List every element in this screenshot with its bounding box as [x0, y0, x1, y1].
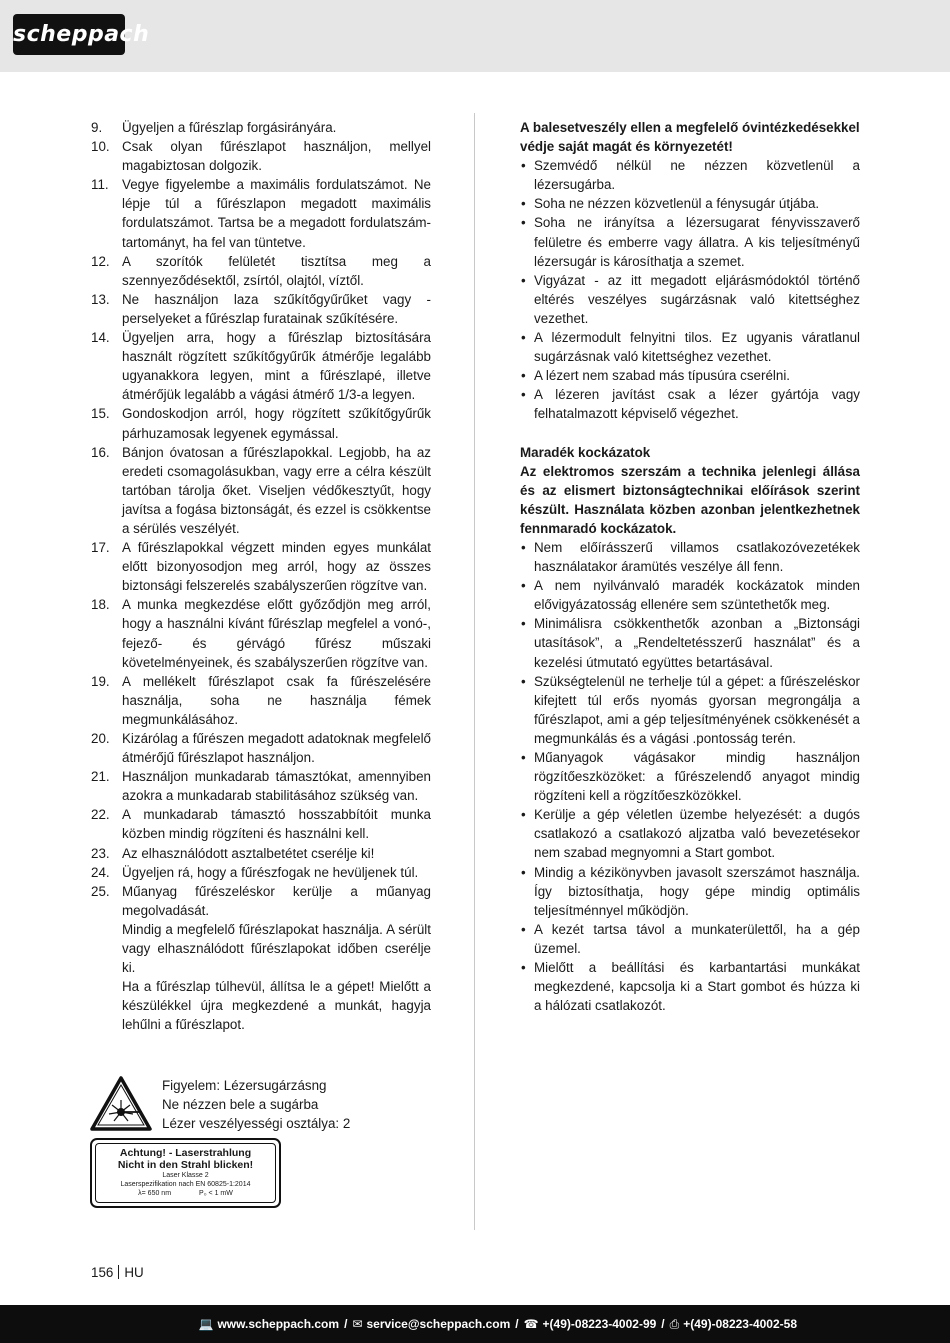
- footer-website-link[interactable]: www.scheppach.com: [217, 1317, 340, 1331]
- right-column: [520, 118, 860, 1015]
- list-item-text: Használjon munkadarab támasztókat, amennyiben azokra a munkadarab stabilitásához szükség van.: [122, 769, 431, 804]
- laser-line-2: Ne nézzen bele a sugárba: [162, 1097, 319, 1113]
- footer-separator: /: [515, 1317, 519, 1331]
- list-item-number: 22.: [91, 807, 110, 823]
- footer-email-link[interactable]: service@scheppach.com: [366, 1317, 511, 1331]
- laser-label-class: Laser Klasse 2: [162, 1172, 209, 1179]
- footer-contact-bar: [0, 1305, 950, 1343]
- laser-label-spec: Laserspezifikation nach EN 60825-1:2014: [120, 1181, 251, 1188]
- list-item: [91, 252, 431, 290]
- laser-line-1: Figyelem: Lézersugárzásng: [162, 1078, 327, 1093]
- list-item: [91, 328, 431, 404]
- list-item-number: 14.: [91, 330, 110, 346]
- laser-safety-bullets: [520, 156, 860, 423]
- list-item-number: 17.: [91, 540, 110, 556]
- list-item: [91, 137, 431, 175]
- page-number: [91, 1265, 144, 1280]
- bullet-item: • A lézermodult felnyitni tilos. Ez ugyanis váratlanul sugárzásnak való kitettséghez vezethet.: [520, 328, 860, 366]
- phone-icon: ☎: [523, 1317, 539, 1331]
- continued-paragraph-2: Ha a fűrészlap túlhevül, állítsa le a gépet! Mielőtt a készülékkel újra megkezdené a munkát, hagyja lehűlni a fűrészlapot.: [122, 979, 431, 1033]
- computer-icon: 💻: [198, 1317, 214, 1331]
- laser-class-label: [90, 1138, 281, 1208]
- list-item-text: A szorítók felületét tisztítsa meg a szennyeződésektől, zsírtól, olajtól, víztől.: [122, 253, 431, 288]
- list-item: [91, 595, 431, 671]
- scheppach-logo: scheppach: [13, 14, 125, 55]
- residual-risks-heading: Maradék kockázatok: [520, 444, 651, 460]
- list-item-text: Ügyeljen rá, hogy a fűrészfogak ne hevüljenek túl.: [122, 864, 419, 880]
- list-item-number: 20.: [91, 731, 110, 746]
- safety-numbered-list: [91, 118, 431, 920]
- page-number-value: 156: [91, 1265, 114, 1280]
- fax-icon: ⎙: [669, 1316, 680, 1331]
- residual-risks-bullets: [520, 538, 860, 1015]
- bullet-item: • A nem nyilvánvaló maradék kockázatok minden elővigyázatosság ellenére sem szüntethetők meg.: [520, 576, 860, 614]
- list-item: [91, 672, 431, 729]
- list-item-text: Kizárólag a fűrészen megadott adatoknak megfelelő átmérőjű fűrészlapot használjon.: [122, 731, 431, 766]
- list-item-text: A mellékelt fűrészlapot csak fa fűrészelésére használja, soha ne használja fémek megmunkálásához.: [122, 673, 431, 727]
- list-item: [91, 175, 431, 251]
- list-item-number: 25.: [91, 883, 110, 899]
- list-item: [91, 443, 431, 538]
- bullet-item: • Mielőtt a beállítási és karbantartási munkákat megkezdené, kapcsolja ki a Start gombot és húzza ki a hálózati csatlakozót.: [520, 958, 860, 1015]
- laser-label-wavelength: λ= 650 nm: [138, 1190, 172, 1197]
- list-item-number: 12.: [91, 253, 110, 269]
- list-item-text: Vegye figyelembe a maximális fordulatszámot. Ne lépje túl a fűrészlapon megadott maximális fordulatszámot. Tartsa be a megadott fordulatszám-tartományt, ha fel van tüntetve.: [122, 177, 431, 250]
- bullet-item: • Soha ne irányítsa a lézersugarat fényvisszaverő felületre és emberre vagy állatra. A kis teljesítményű lézersugár is károsíthatja a szemet.: [520, 213, 860, 270]
- laser-line-3: Lézer veszélyességi osztálya: 2: [162, 1116, 351, 1132]
- list-item-number: 9.: [91, 120, 103, 135]
- laser-label-title-2: Nicht in den Strahl blicken!: [117, 1159, 254, 1171]
- list-item-number: 21.: [91, 769, 110, 785]
- bullet-item: • Szemvédő nélkül ne nézzen közvetlenül a lézersugárba.: [520, 156, 860, 194]
- bullet-item: • A lézeren javítást csak a lézer gyártója vagy felhatalmazott képviselő végezhet.: [520, 385, 860, 423]
- footer-fax: +(49)-08223-4002-58: [683, 1317, 797, 1331]
- list-item-number: 24.: [91, 864, 110, 880]
- list-item-number: 13.: [91, 291, 110, 307]
- list-item: [91, 805, 431, 843]
- continued-paragraph-1: Mindig a megfelelő fűrészlapokat használja. A sérült vagy elhasználódott fűrészlapokat időben cserélje ki.: [122, 921, 431, 976]
- footer-phone: +(49)-08223-4002-99: [542, 1317, 657, 1331]
- list-item: [91, 844, 431, 863]
- list-item: [91, 729, 431, 767]
- list-item-number: 11.: [91, 177, 109, 193]
- list-item: [91, 863, 431, 882]
- laser-safety-intro: A balesetveszély ellen a megfelelő óvintézkedésekkel védje saját magát és környezetét!: [520, 120, 860, 155]
- laser-label-title-1: Achtung! - Laserstrahlung: [119, 1147, 252, 1159]
- list-item: [91, 538, 431, 595]
- column-divider: [474, 113, 475, 1230]
- list-item-number: 18.: [91, 597, 110, 613]
- page-language: HU: [124, 1265, 144, 1280]
- laser-warning-icon: [90, 1076, 152, 1132]
- footer-separator: /: [344, 1317, 348, 1331]
- list-item-number: 10.: [91, 139, 110, 155]
- bullet-item: • A kezét tartsa távol a munkaterülettől, ha a gép üzemel.: [520, 920, 860, 958]
- bullet-item: • Nem előírásszerű villamos csatlakozóvezetékek használatakor áramütés veszélye áll fenn.: [520, 538, 860, 576]
- residual-risks-intro: Az elektromos szerszám a technika jelenlegi állása és az elismert biztonságtechnikai előírások szerint készült. Használata közben azonban jelentkezhetnek fennmaradó kockázatok.: [520, 463, 860, 536]
- list-item-number: 23.: [91, 845, 110, 861]
- list-item-text: Ne használjon laza szűkítőgyűrűket vagy -perselyeket a fűrészlap furatainak szűkítésére.: [122, 291, 431, 326]
- list-item-text: Ügyeljen arra, hogy a fűrészlap biztosítására használt rögzített szűkítőgyűrűk átmérője legalább ugyanakkora legyen, mint a fűrészlapé, illetve átmérőjük legalább a vágási átmérő 1/3-a legyen.: [122, 330, 431, 403]
- list-item-number: 19.: [91, 673, 110, 689]
- footer-separator: /: [661, 1317, 665, 1331]
- bullet-item: • Soha ne nézzen közvetlenül a fénysugár útjába.: [520, 194, 860, 213]
- list-item: [91, 118, 431, 137]
- laser-warning-text: [162, 1076, 350, 1133]
- bullet-item: • Minimálisra csökkenthetők azonban a „Biztonsági utasítások”, a „Rendeltetésszerű használat” és a kezelési útmutató együttes betartásával.: [520, 614, 860, 671]
- bullet-item: • Műanyagok vágásakor mindig használjon rögzítőeszközöket: a fűrészelendő anyagot mindig rögzíteni kell a rögzítőeszközökkel.: [520, 748, 860, 805]
- list-item-text: A munka megkezdése előtt győződjön meg arról, hogy a használni kívánt fűrészlap megfelel a vonó-, fejező- és gérvágó fűrész műszaki követelményeinek, és szabályszerűen rögzítve van.: [122, 597, 431, 670]
- list-item: [91, 767, 431, 805]
- list-item-text: A munkadarab támasztó hosszabbítóit munka közben mindig rögzíteni és használni kell.: [122, 807, 431, 842]
- bullet-item: • Mindig a kézikönyvben javasolt szerszámot használja. Így biztosíthatja, hogy gépe mindig optimális teljesítménnyel működjön.: [520, 863, 860, 920]
- list-item-number: 15.: [91, 406, 110, 422]
- list-item: [91, 404, 431, 442]
- bullet-item: • Szükségtelenül ne terhelje túl a gépet: a fűrészeléskor kifejtett túl erős nyomás gyorsan megrongálja a fűrészlapot, ami a gép teljesítményének csökkenését a megmunkálás és a vágási .pontosság terén.: [520, 672, 860, 748]
- bullet-item: • Vigyázat - az itt megadott eljárásmódoktól történő eltérés veszélyes sugárzásnak való kitettséghez vezethet.: [520, 271, 860, 328]
- list-item-text: A fűrészlapokkal végzett minden egyes munkálat előtt bizonyosodjon meg arról, hogy az összes biztonsági felszerelés szabályszerűen rögzítve van.: [122, 540, 431, 594]
- list-item-text: Csak olyan fűrészlapot használjon, mellyel magabiztosan dolgozik.: [122, 139, 431, 174]
- list-item: [91, 290, 431, 328]
- top-bar: [0, 0, 950, 72]
- laser-label-power: P₀ < 1 mW: [199, 1190, 233, 1197]
- list-item-text: Ügyeljen a fűrészlap forgásirányára.: [122, 120, 337, 135]
- email-icon: ✉: [352, 1317, 363, 1331]
- list-item-text: Műanyag fűrészeléskor kerülje a műanyag megolvadását.: [122, 883, 431, 918]
- bullet-item: • A lézert nem szabad más típusúra cserélni.: [520, 366, 860, 385]
- list-item-text: Az elhasználódott asztalbetétet cserélje ki!: [122, 845, 375, 861]
- list-item-text: Bánjon óvatosan a fűrészlapokkal. Legjobb, ha az eredeti csomagolásukban, vagy erre a célra készült tartóban tárolja őket. Viseljen védőkesztyűt, hogy javítsa a fogása biztonságát, és ezzel is csökkentse a sérülés veszélyét.: [122, 444, 431, 536]
- list-item-number: 16.: [91, 444, 110, 460]
- list-item-text: Gondoskodjon arról, hogy rögzített szűkítőgyűrűk párhuzamosak legyenek egymással.: [122, 406, 431, 441]
- left-column: [91, 118, 431, 1035]
- bullet-item: • Kerülje a gép véletlen üzembe helyezését: a dugós csatlakozó a csatlakozó aljzatba való bevezetésekor nem szabad megnyomni a Start gombot.: [520, 805, 860, 862]
- list-item: [91, 882, 431, 920]
